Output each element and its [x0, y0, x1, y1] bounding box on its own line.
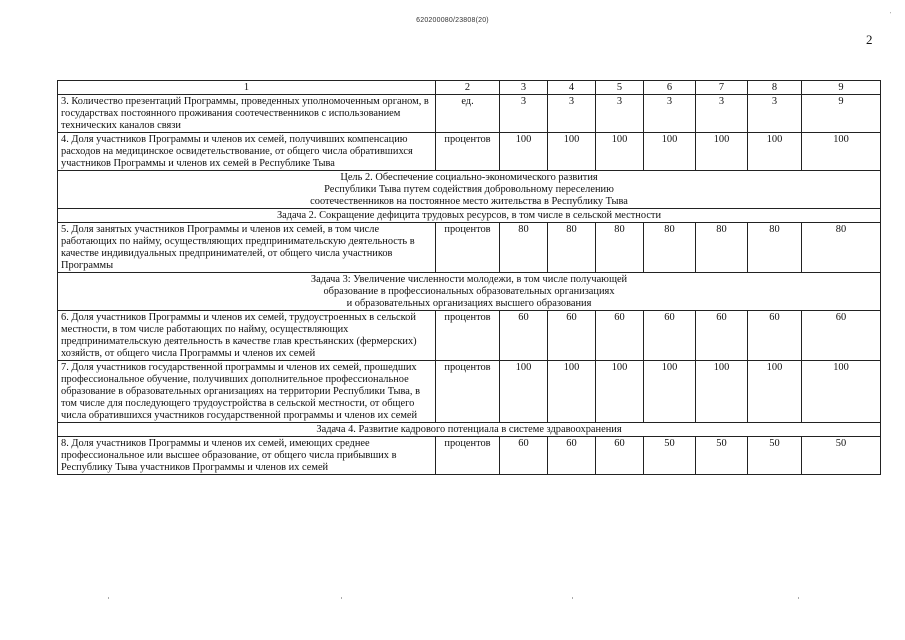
indicator-row — [58, 95, 881, 133]
indicator-row — [58, 133, 881, 171]
document-code: 620200080/23808(20) — [416, 17, 489, 24]
indicator-value: 80 — [500, 223, 548, 273]
indicator-value: 100 — [644, 133, 696, 171]
indicator-value: 9 — [802, 95, 881, 133]
indicator-value: 3 — [548, 95, 596, 133]
table-body — [58, 81, 881, 475]
task-row — [58, 423, 881, 437]
indicator-value: 3 — [748, 95, 802, 133]
task-heading — [58, 273, 881, 311]
column-number: 8 — [748, 81, 802, 95]
column-number: 5 — [596, 81, 644, 95]
scan-mark: ' — [890, 12, 892, 18]
indicator-value: 50 — [644, 437, 696, 475]
indicator-value: 100 — [548, 361, 596, 423]
indicator-value: 100 — [500, 133, 548, 171]
heading-line: Республики Тыва путем содействия добровольному переселению — [324, 184, 614, 195]
goal-row — [58, 171, 881, 209]
indicator-unit: процентов — [436, 133, 500, 171]
indicator-value: 60 — [548, 311, 596, 361]
indicator-value: 80 — [748, 223, 802, 273]
indicator-unit: процентов — [436, 223, 500, 273]
column-number: 4 — [548, 81, 596, 95]
indicator-value: 50 — [696, 437, 748, 475]
indicator-row — [58, 311, 881, 361]
indicator-value: 80 — [644, 223, 696, 273]
indicator-value: 50 — [802, 437, 881, 475]
indicator-value: 3 — [644, 95, 696, 133]
indicator-value: 60 — [596, 311, 644, 361]
indicator-value: 3 — [596, 95, 644, 133]
indicator-value: 60 — [596, 437, 644, 475]
indicator-value: 3 — [696, 95, 748, 133]
heading-line: Цель 2. Обеспечение социально-экономического развития — [340, 172, 598, 183]
indicator-value: 60 — [548, 437, 596, 475]
indicator-value: 80 — [596, 223, 644, 273]
indicator-value: 60 — [644, 311, 696, 361]
indicator-value: 100 — [748, 361, 802, 423]
heading-line: Задача 2. Сокращение дефицита трудовых ресурсов, в том числе в сельской местности — [276, 210, 662, 221]
column-number-row — [58, 81, 881, 95]
indicator-value: 3 — [500, 95, 548, 133]
indicator-value: 80 — [802, 223, 881, 273]
indicator-row — [58, 223, 881, 273]
heading-line: соотечественников на постоянное место жительства в Республику Тыва — [310, 196, 628, 207]
indicator-value: 100 — [500, 361, 548, 423]
indicator-value: 50 — [748, 437, 802, 475]
indicator-label: 6. Доля участников Программы и членов их семей, трудоустроенных в сельской местности, в том числе работающих по найму, осуществляющих предпринимательскую деятельность в качестве глав крестьянских (фермерских) хозяйств, от общего числа Программы и членов их семей — [58, 311, 436, 361]
indicator-value: 100 — [548, 133, 596, 171]
indicator-unit: процентов — [436, 437, 500, 475]
indicator-row — [58, 437, 881, 475]
indicator-value: 80 — [548, 223, 596, 273]
indicator-value: 60 — [696, 311, 748, 361]
task-row — [58, 273, 881, 311]
indicator-value: 100 — [696, 361, 748, 423]
indicator-value: 80 — [696, 223, 748, 273]
indicator-value: 100 — [802, 361, 881, 423]
indicator-value: 60 — [802, 311, 881, 361]
indicator-label: 5. Доля занятых участников Программы и членов их семей, в том числе работающих по найму, осуществляющих предпринимательскую деятельность в качестве индивидуальных предпринимателей, от общего числа участников Программы — [58, 223, 436, 273]
indicator-value: 100 — [802, 133, 881, 171]
column-number: 9 — [802, 81, 881, 95]
indicator-label: 7. Доля участников государственной программы и членов их семей, прошедших профессиональное обучение, получивших дополнительное профессиональное образование в образовательных организациях на территории Республики Тыва, в том числе для последующего трудоустройства в сельской местности, от общего числа обратившихся участников государственной программы и членов их семей — [58, 361, 436, 423]
task-row — [58, 209, 881, 223]
heading-line: образование в профессиональных образовательных организациях — [323, 286, 615, 297]
task-heading — [58, 209, 881, 223]
indicator-unit: процентов — [436, 311, 500, 361]
column-number: 2 — [436, 81, 500, 95]
indicator-value: 100 — [696, 133, 748, 171]
indicator-label: 3. Количество презентаций Программы, проведенных уполномоченным органом, в государствах постоянного проживания соотечественников с использованием технических каналов связи — [58, 95, 436, 133]
column-number: 1 — [58, 81, 436, 95]
indicator-label: 4. Доля участников Программы и членов их семей, получивших компенсацию расходов на медицинское освидетельствование, от общего числа обратившихся участников Программы и членов их семей в Республике Тыва — [58, 133, 436, 171]
indicators-table — [57, 80, 881, 475]
column-number: 3 — [500, 81, 548, 95]
heading-line: и образовательных организациях высшего образования — [346, 298, 592, 309]
column-number: 6 — [644, 81, 696, 95]
goal-heading — [58, 171, 881, 209]
indicator-value: 60 — [500, 437, 548, 475]
indicator-value: 100 — [748, 133, 802, 171]
indicator-value: 100 — [644, 361, 696, 423]
indicator-row — [58, 361, 881, 423]
column-number: 7 — [696, 81, 748, 95]
indicator-value: 60 — [500, 311, 548, 361]
heading-line: Задача 3: Увеличение численности молодежи, в том числе получающей — [310, 274, 628, 285]
indicator-unit: ед. — [436, 95, 500, 133]
task-heading — [58, 423, 881, 437]
page-number: 2 — [866, 32, 873, 47]
indicator-value: 100 — [596, 361, 644, 423]
heading-line: Задача 4. Развитие кадрового потенциала в системе здравоохранения — [316, 424, 622, 435]
scan-artifacts — [0, 597, 905, 601]
indicator-value: 60 — [748, 311, 802, 361]
indicator-label: 8. Доля участников Программы и членов их семей, имеющих среднее профессиональное или высшее образование, от общего числа прибывших в Республику Тыва участников Программы и членов их семей — [58, 437, 436, 475]
indicator-unit: процентов — [436, 361, 500, 423]
indicator-value: 100 — [596, 133, 644, 171]
